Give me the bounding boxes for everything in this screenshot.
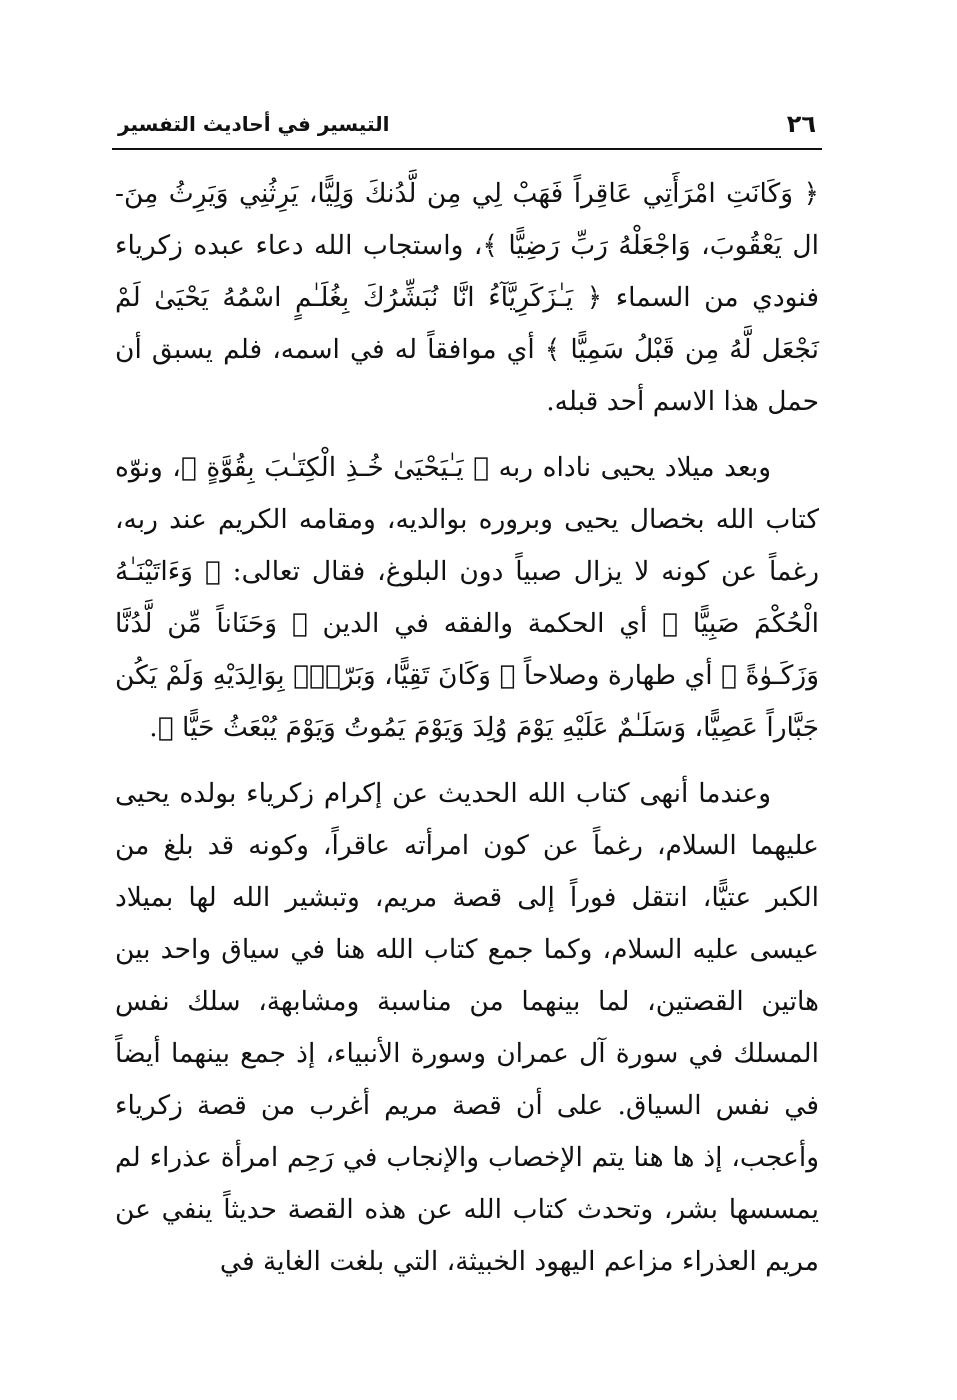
header-divider xyxy=(112,148,822,150)
running-title: التيسير في أحاديث التفسير xyxy=(118,112,390,136)
paragraph-2: وبعد ميلاد يحيى ناداه ربه ﴿ يَـٰيَحْيَىٰ خُـذِ الْكِتَـٰبَ بِقُوَّةٍ ﴾، ونوّه كتاب الله بخصال يحيى وبروره بوالديه، ومقامه الكريم عند ربه، رغماً عن كونه لا يزال صبياً دون البلوغ، فقال تعالى: ﴿ وَءَاتَيْنَـٰهُ الْحُكْمَ صَبِيًّا ﴾ أي الحكمة والفقه في الدين ﴿ وَحَنَاناً مِّن لَّدُنَّا وَزَكَـوٰةً ﴾ أي طهارة وصلاحاً ﴿ وَكَانَ تَقِيًّا، وَبَرّاًۢ بِوَالِدَيْهِ وَلَمْ يَكُن جَبَّاراً عَصِيًّا، وَسَلَـٰمٌ عَلَيْهِ يَوْمَ وُلِدَ وَيَوْمَ يَمُوتُ وَيَوْمَ يُبْعَثُ حَيًّا ﴾. xyxy=(115,452,819,743)
page-number: ٢٦ xyxy=(786,110,816,138)
paragraph-1: ﴿ وَكَانَتِ امْرَأَتِي عَاقِراً فَهَبْ لِي مِن لَّدُنكَ وَلِيًّا، يَرِثُنِي وَيَرِثُ مِنَ-ال يَعْقُوبَ، وَاجْعَلْهُ رَبِّ رَضِيًّا ﴾، واستجاب الله دعاء عبده زكرياء فنودي من السماء ﴿ يَـٰزَكَرِيَّآءُ انَّا نُبَشِّرُكَ بِغُلَـٰمٍ اسْمُهُ يَحْيَىٰ لَمْ نَجْعَل لَّهُ مِن قَبْلُ سَمِيًّا ﴾ أي موافقاً له في اسمه، فلم يسبق أن حمل هذا الاسم أحد قبله. xyxy=(115,178,819,417)
page-body xyxy=(115,168,819,1302)
paragraph-3: وعندما أنهى كتاب الله الحديث عن إكرام زكرياء بولده يحيى عليهما السلام، رغماً عن كون امرأته عاقراً، وكونه قد بلغ من الكبر عتيًّا، انتقل فوراً إلى قصة مريم، وتبشير الله لها بميلاد عيسى عليه السلام، وكما جمع كتاب الله هنا في سياق واحد بين هاتين القصتين، لما بينهما من مناسبة ومشابهة، سلك نفس المسلك في سورة آل عمران وسورة الأنبياء، إذ جمع بينهما أيضاً في نفس السياق. على أن قصة مريم أغرب من قصة زكرياء وأعجب، إذ ها هنا يتم الإخصاب والإنجاب في رَحِم امرأة عذراء لم يمسسها بشر، وتحدث كتاب الله عن هذه القصة حديثاً ينفي عن مريم العذراء مزاعم اليهود الخبيثة، التي بلغت الغاية في xyxy=(115,778,819,1277)
page-header xyxy=(112,108,822,144)
